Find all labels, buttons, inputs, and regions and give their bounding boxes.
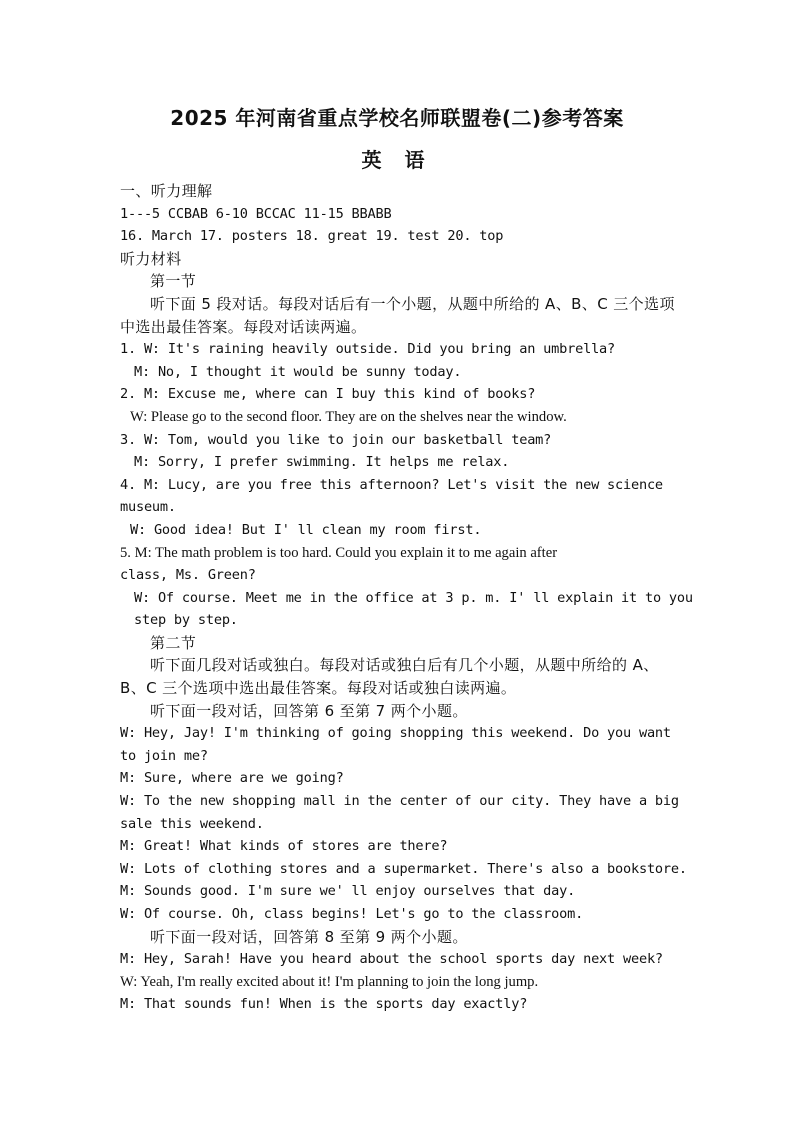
conversation-line: M: That sounds fun! When is the sports day exactly? bbox=[120, 996, 528, 1013]
part2-instruction-line-1: 听下面几段对话或独白。每段对话或独白后有几个小题，从题中所给的 A、 bbox=[150, 656, 659, 675]
material-heading: 听力材料 bbox=[120, 249, 182, 268]
part1-heading: 第一节 bbox=[150, 272, 197, 291]
dialog-line: 1. W: It's raining heavily outside. Did you bring an umbrella? bbox=[120, 341, 616, 358]
dialog-line: class, Ms. Green? bbox=[120, 567, 256, 584]
part2-heading: 第二节 bbox=[150, 633, 197, 652]
subject-title: 英 语 bbox=[361, 148, 433, 172]
document-title: 2025 年河南省重点学校名师联盟卷(二)参考答案 bbox=[170, 106, 624, 130]
conversation-line: W: Yeah, I'm really excited about it! I'm planning to join the long jump. bbox=[120, 973, 539, 990]
dialog-line: step by step. bbox=[134, 612, 238, 629]
conversation-line: W: Lots of clothing stores and a supermarket. There's also a bookstore. bbox=[120, 860, 687, 877]
conversation-line: W: Hey, Jay! I'm thinking of going shopping this weekend. Do you want bbox=[120, 725, 671, 742]
answer-key-line-1: 1---5 CCBAB 6-10 BCCAC 11-15 BBABB bbox=[120, 205, 392, 222]
conversation-line: W: Of course. Oh, class begins! Let's go to the classroom. bbox=[120, 906, 584, 922]
part1-instruction-line-1: 听下面 5 段对话。每段对话后有一个小题，从题中所给的 A、B、C 三个选项 bbox=[150, 294, 675, 313]
conversation-line: M: Sounds good. I'm sure we' ll enjoy ourselves that day. bbox=[120, 883, 576, 900]
section-heading-listening: 一、听力理解 bbox=[120, 182, 213, 200]
part2-instruction-line-2: B、C 三个选项中选出最佳答案。每段对话或独白读两遍。 bbox=[120, 679, 517, 698]
dialog-line: M: Sorry, I prefer swimming. It helps me relax. bbox=[134, 454, 510, 471]
document-body bbox=[120, 180, 693, 1016]
conversation-line: M: Hey, Sarah! Have you heard about the school sports day next week? bbox=[120, 951, 663, 968]
dialog-line: 3. W: Tom, would you like to join our basketball team? bbox=[120, 431, 552, 448]
dialog-line: M: No, I thought it would be sunny today. bbox=[134, 363, 462, 380]
dialog-line: W: Please go to the second floor. They are on the shelves near the window. bbox=[130, 408, 567, 425]
conversation-line: W: To the new shopping mall in the center of our city. They have a big bbox=[120, 793, 679, 810]
conversation-line: M: Sure, where are we going? bbox=[120, 770, 344, 787]
dialog-line: W: Good idea! But I' ll clean my room first. bbox=[130, 521, 482, 538]
conversation-line: M: Great! What kinds of stores are there? bbox=[120, 838, 448, 855]
conversation-2-heading: 听下面一段对话，回答第 8 至第 9 两个小题。 bbox=[150, 927, 468, 946]
conversation-line: to join me? bbox=[120, 747, 208, 764]
part1-instruction-line-2: 中选出最佳答案。每段对话读两遍。 bbox=[120, 317, 367, 336]
conversation-1-heading: 听下面一段对话，回答第 6 至第 7 两个小题。 bbox=[150, 701, 468, 720]
answer-key-line-2: 16. March 17. posters 18. great 19. test 20. top bbox=[120, 228, 504, 245]
dialog-line: 4. M: Lucy, are you free this afternoon? Let's visit the new science bbox=[120, 476, 663, 493]
dialog-line: W: Of course. Meet me in the office at 3 p. m. I' ll explain it to you bbox=[134, 589, 693, 606]
conversation-line: sale this weekend. bbox=[120, 815, 264, 832]
dialog-line: 5. M: The math problem is too hard. Could you explain it to me again after bbox=[120, 544, 558, 561]
dialog-line: museum. bbox=[120, 499, 176, 516]
dialog-line: 2. M: Excuse me, where can I buy this kind of books? bbox=[120, 386, 536, 403]
